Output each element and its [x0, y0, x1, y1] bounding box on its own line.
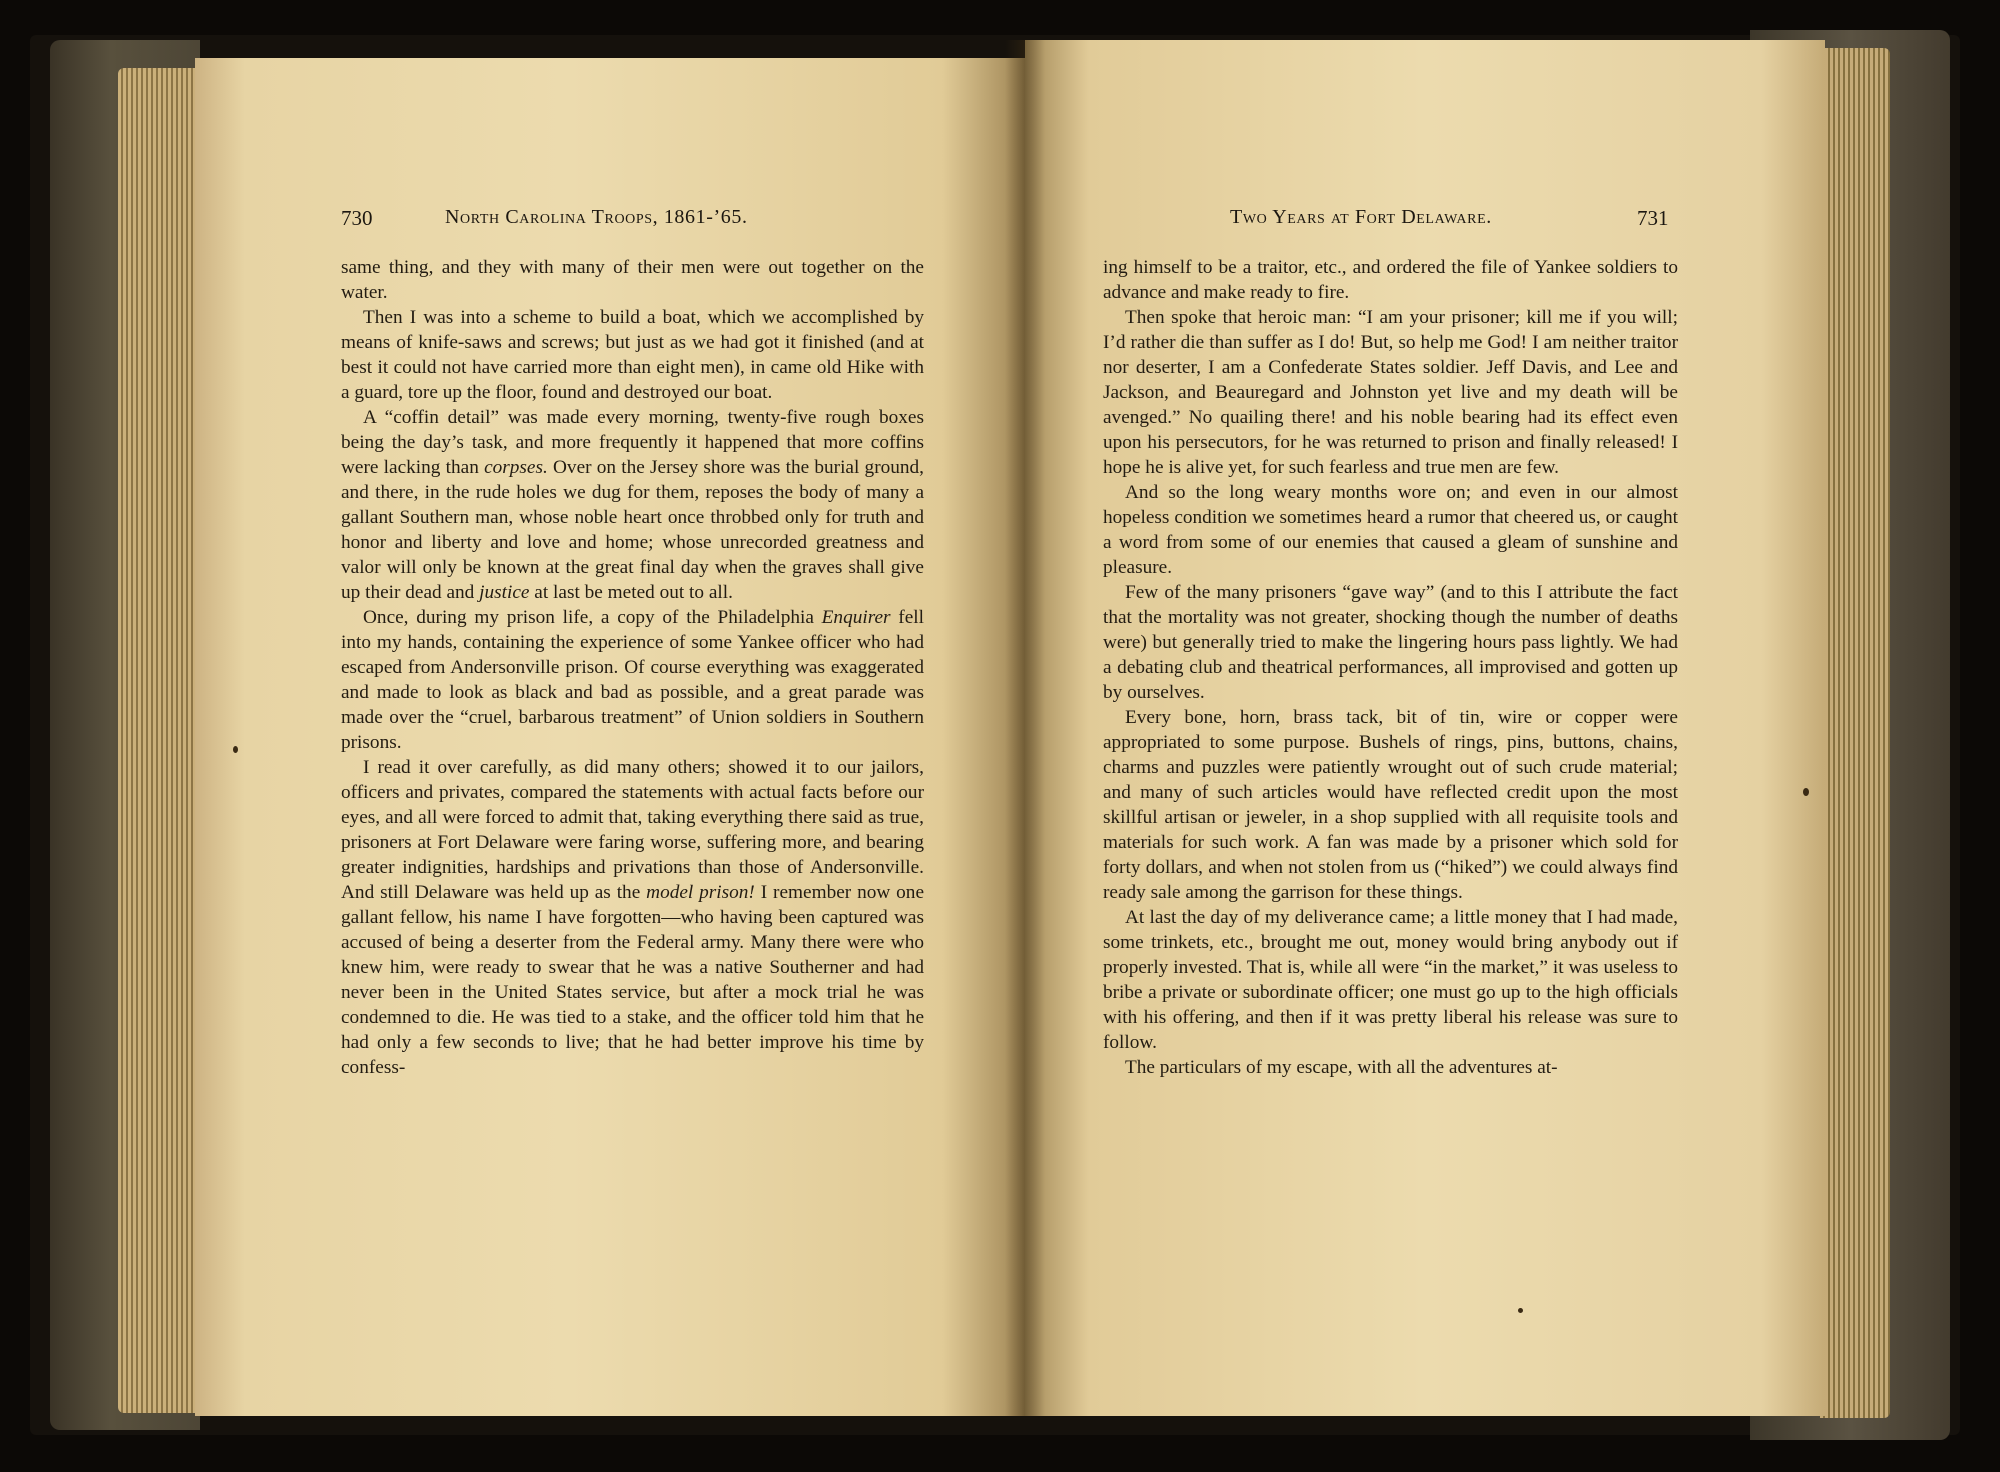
left-page-number: 730	[341, 206, 373, 230]
text-run: fell into my hands, containing the experience of some Yankee officer who had escaped from Andersonville prison. Of course everything was exaggerated and made to look as black and bad as possible, and a great parade was made over the “cruel, barbarous treatment” of Union soldiers in Southern prisons.	[341, 607, 924, 753]
paragraph	[341, 305, 924, 405]
italic-text: model prison!	[646, 882, 755, 903]
text-run: ing himself to be a traitor, etc., and ordered the file of Yankee soldiers to advance and make ready to fire.	[1103, 257, 1678, 303]
text-run: And so the long weary months wore on; and even in our almost hopeless condition we sometimes heard a rumor that cheered us, or caught a word from some of our enemies that caused a gleam of sunshine and pleasure.	[1103, 482, 1678, 578]
right-page	[1025, 40, 1825, 1416]
text-run: Once, during my prison life, a copy of the Philadelphia	[363, 607, 822, 628]
ink-speck	[1518, 1308, 1523, 1313]
text-run: Every bone, horn, brass tack, bit of tin, wire or copper were appropriated to some purpose. Bushels of rings, pins, buttons, chains, charms and puzzles were patiently wrought out of such crude material; and many of such articles would have reflected credit upon the most skillful artisan or jeweler, in a shop supplied with all requisite tools and materials for such work. A fan was made by a prisoner which sold for forty dollars, and when not stolen from us (“hiked”) we could always find ready sale among the garrison for these things.	[1103, 707, 1678, 903]
paragraph	[1103, 580, 1678, 705]
paragraph	[1103, 480, 1678, 580]
paragraph	[1103, 1055, 1678, 1080]
right-page-edges	[1820, 48, 1890, 1418]
text-run: Then I was into a scheme to build a boat, which we accomplished by means of knife-saws and screws; but just as we had got it finished (and at best it could not have carried more than eight men), in came old Hike with a guard, tore up the floor, found and destroyed our boat.	[341, 307, 924, 403]
ink-speck	[1803, 788, 1809, 796]
right-running-title: Two Years at Fort Delaware.	[1230, 206, 1492, 228]
paragraph	[1103, 305, 1678, 480]
text-run: I read it over carefully, as did many others; showed it to our jailors, officers and privates, compared the statements with actual facts before our eyes, and all were forced to admit that, taking everything there said as true, prisoners at Fort Delaware were faring worse, suffering more, and bearing greater indignities, hardships and privations than those of Andersonville. And still Delaware was held up as the	[341, 757, 924, 903]
right-page-body	[1103, 255, 1678, 1080]
italic-text: justice	[479, 582, 530, 603]
paragraph	[341, 605, 924, 755]
text-run: at last be meted out to all.	[529, 582, 733, 603]
paragraph	[341, 255, 924, 305]
ink-speck	[233, 746, 238, 753]
text-run: Then spoke that heroic man: “I am your prisoner; kill me if you will; I’d rather die than suffer as I do! But, so help me God! I am neither traitor nor deserter, I am a Confederate States soldier. Jeff Davis, and Lee and Jackson, and Beauregard and Johnston yet live and my death will be avenged.” No quailing there! and his noble bearing had its effect even upon his persecutors, for he was returned to prison and finally released! I hope he is alive yet, for such fearless and true men are few.	[1103, 307, 1678, 478]
paragraph	[341, 405, 924, 605]
text-run: At last the day of my deliverance came; a little money that I had made, some trinkets, etc., brought me out, money would bring anybody out if properly invested. That is, while all were “in the market,” it was useless to bribe a private or subordinate officer; one must go up to the high officials with his offering, and then if it was pretty liberal his release was sure to follow.	[1103, 907, 1678, 1053]
text-run: I remember now one gallant fellow, his name I have forgotten—who having been captured was accused of being a deserter from the Federal army. Many there were who knew him, were ready to swear that he was a native Southerner and had never been in the United States service, but after a mock trial he was condemned to die. He was tied to a stake, and the officer told him that he had only a few seconds to live; that he had better improve his time by confess-	[341, 882, 925, 1078]
text-run: same thing, and they with many of their men were out together on the water.	[341, 257, 924, 303]
book-gutter	[1005, 40, 1045, 1416]
text-run: A “coffin detail” was made every morning, twenty-five rough boxes being the day’s task, and more frequently it happened that more coffins were lacking than	[341, 407, 924, 478]
left-page	[195, 58, 1025, 1416]
paragraph	[1103, 705, 1678, 905]
paragraph	[1103, 905, 1678, 1055]
text-run: Over on the Jersey shore was the burial ground, and there, in the rude holes we dug for them, reposes the body of many a gallant Southern man, whose noble heart once throbbed only for truth and honor and liberty and love and home; whose unrecorded greatness and valor will only be known at the great final day when the graves shall give up their dead and	[341, 457, 925, 603]
text-run: The particulars of my escape, with all the adventures at-	[1125, 1057, 1558, 1078]
left-page-edges	[118, 68, 198, 1413]
paragraph	[1103, 255, 1678, 305]
left-running-title: North Carolina Troops, 1861-’65.	[445, 206, 748, 228]
text-run: Few of the many prisoners “gave way” (and to this I attribute the fact that the mortality was not greater, shocking though the number of deaths were) but generally tried to make the lingering hours pass lightly. We had a debating club and theatrical performances, all improvised and gotten up by ourselves.	[1103, 582, 1678, 703]
italic-text: Enquirer	[821, 607, 891, 628]
italic-text: corpses.	[484, 457, 548, 478]
paragraph	[341, 755, 924, 1080]
right-page-number: 731	[1637, 206, 1669, 230]
left-page-body	[341, 255, 924, 1080]
